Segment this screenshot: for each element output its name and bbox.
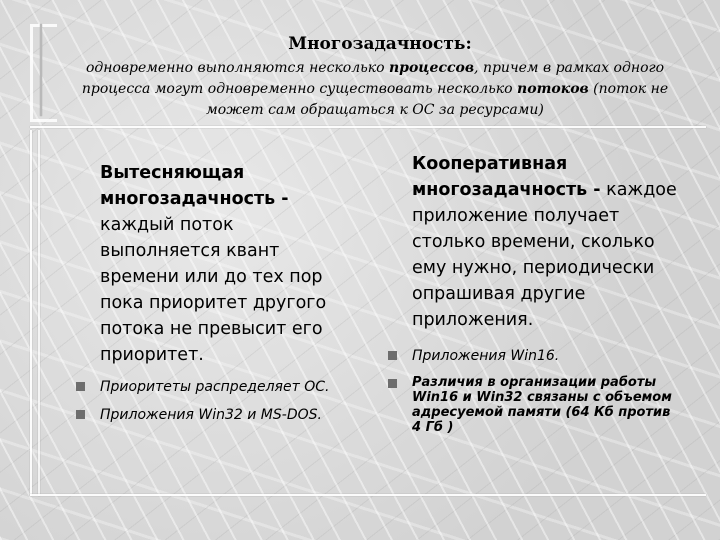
subtitle-text-3: (поток не может сам обращаться к ОС за ресурсами) <box>206 81 669 118</box>
list-item: Приложения Win32 и MS-DOS. <box>100 406 350 424</box>
left-column <box>100 160 350 434</box>
right-column <box>412 151 682 445</box>
list-item: Приоритеты распределяет ОС. <box>100 378 350 396</box>
square-bullet-icon <box>388 351 397 360</box>
frame-decoration-left <box>30 130 32 496</box>
slide-title: Многозадачность: <box>288 34 472 54</box>
preemptive-paragraph <box>100 160 350 368</box>
square-bullet-icon <box>388 379 397 388</box>
subtitle-bold-processes: процессов <box>389 60 475 76</box>
preemptive-bullet-list <box>100 378 350 424</box>
cooperative-bullet-list <box>412 347 682 435</box>
preemptive-text: каждый поток выполняется квант времени или до тех пор пока приоритет другого потока не превысит его приоритет. <box>100 215 327 365</box>
cooperative-paragraph <box>412 151 682 333</box>
frame-divider-top <box>30 126 706 128</box>
frame-decoration-top-left <box>30 24 57 122</box>
subtitle-text-2: , причем в рамках одного процесса могут одновременно существовать несколько <box>81 60 665 97</box>
slide-subtitle <box>60 58 690 121</box>
list-item: Различия в организации работы Win16 и Win32 связаны с объемом адресуемой памяти (64 Кб против 4 Гб ) <box>412 375 682 435</box>
square-bullet-icon <box>76 410 85 419</box>
preemptive-heading: Вытесняющая многозадачность - <box>100 163 289 209</box>
frame-decoration-inner <box>40 24 42 116</box>
subtitle-text-1: одновременно выполняются несколько <box>85 60 389 76</box>
square-bullet-icon <box>76 382 85 391</box>
frame-divider-bottom <box>30 494 706 496</box>
list-item: Приложения Win16. <box>412 347 682 365</box>
subtitle-bold-threads: потоков <box>517 81 589 97</box>
frame-decoration-left-inner <box>38 130 40 496</box>
cooperative-text: каждое приложение получает столько времени, сколько ему нужно, периодически опрашивая другие приложения. <box>412 180 677 330</box>
cooperative-heading: Кооперативная многозадачность - <box>412 154 601 200</box>
